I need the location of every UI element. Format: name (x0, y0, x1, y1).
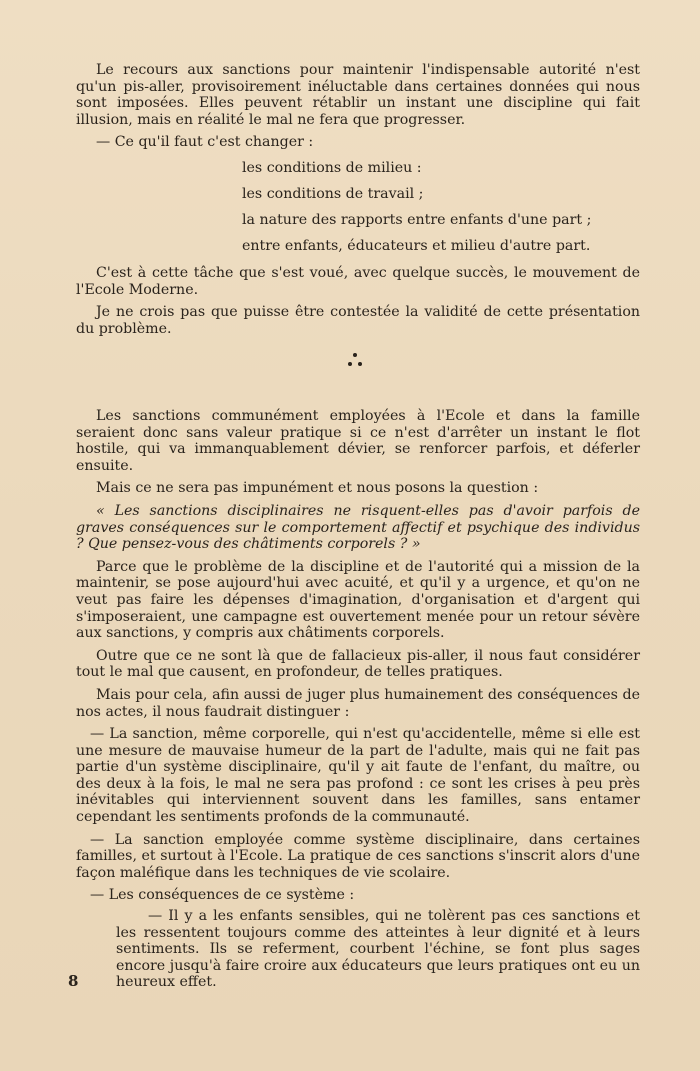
conditions-list (76, 155, 640, 259)
list-item: les conditions de travail ; (242, 185, 424, 202)
list-item: la nature des rapports entre enfants d'une part ; (242, 211, 592, 228)
paragraph: Je ne crois pas que puisse être contestée la validité de cette présentation du problème. (76, 304, 640, 337)
paragraph: — La sanction, même corporelle, qui n'est qu'accidentelle, même si elle est une mesure de mauvaise humeur de la part de l'adulte, mais qui ne fait pas partie d'un système disciplinaire, qu'il y ait faute de l'enfant, du maître, ou des deux à la fois, le mal ne sera pas profond : ce sont les crises à peu près inévitables qui interviennent souvent dans les familles, sans entamer cependant les sentiments profonds de la communauté. (76, 726, 640, 826)
page-number: 8 (68, 972, 79, 990)
paragraph: Le recours aux sanctions pour maintenir l'indispensable autorité n'est qu'un pis-aller, provisoirement inéluctable dans certaines données qui nous sont imposées. Elles peuvent rétablir un instant une discipline qui fait illusion, mais en réalité le mal ne fera que progresser. (76, 62, 640, 128)
paragraph: — Les conséquences de ce système : (90, 887, 355, 904)
quoted-question: « Les sanctions disciplinaires ne risquent-elles pas d'avoir parfois de graves conséquences sur le comportement affectif et psychique des individus ? Que pensez-vous des châtiments corporels ? » (76, 502, 640, 553)
section-2 (76, 408, 640, 997)
list-item: entre enfants, éducateurs et milieu d'autre part. (242, 237, 591, 254)
asterism-separator (345, 350, 365, 370)
list-item: les conditions de milieu : (242, 159, 422, 176)
paragraph: — Il y a les enfants sensibles, qui ne tolèrent pas ces sanctions et les ressentent toujours comme des atteintes à leur dignité et à leurs sentiments. Ils se referment, courbent l'échine, se font plus sages encore jusqu'à faire croire aux éducateurs que leurs pratiques ont eu un heureux effet. (116, 908, 640, 991)
paragraph: — Ce qu'il faut c'est changer : (96, 134, 314, 151)
paragraph: — La sanction employée comme système disciplinaire, dans certaines familles, et surtout à l'Ecole. La pratique de ces sanctions s'inscrit alors d'une façon maléfique dans les techniques de vie scolaire. (76, 831, 640, 881)
paragraph: C'est à cette tâche que s'est voué, avec quelque succès, le mouvement de l'Ecole Moderne. (76, 264, 640, 298)
paragraph: Parce que le problème de la discipline et de l'autorité qui a mission de la maintenir, se pose aujourd'hui avec acuité, et qu'il y a urgence, et qu'on ne veut pas faire les dépenses d'imagination, d'organisation et d'argent qui s'imposeraient, une campagne est ouvertement menée pour un retour sévère aux sanctions, y compris aux châtiments corporels. (76, 558, 640, 642)
section-1 (76, 62, 640, 343)
paragraph: Mais pour cela, afin aussi de juger plus humainement des conséquences de nos actes, il nous faudrait distinguer : (76, 686, 640, 720)
paragraph: Mais ce ne sera pas impunément et nous posons la question : (96, 480, 539, 497)
paragraph: Les sanctions communément employées à l'Ecole et dans la famille seraient donc sans valeur pratique si ce n'est d'arrêter un instant le flot hostile, qui va immanquablement dévier, se renforcer parfois, et déferler ensuite. (76, 408, 640, 474)
paragraph: Outre que ce ne sont là que de fallacieux pis-aller, il nous faut considérer tout le mal que causent, en profondeur, de telles pratiques. (76, 647, 640, 681)
